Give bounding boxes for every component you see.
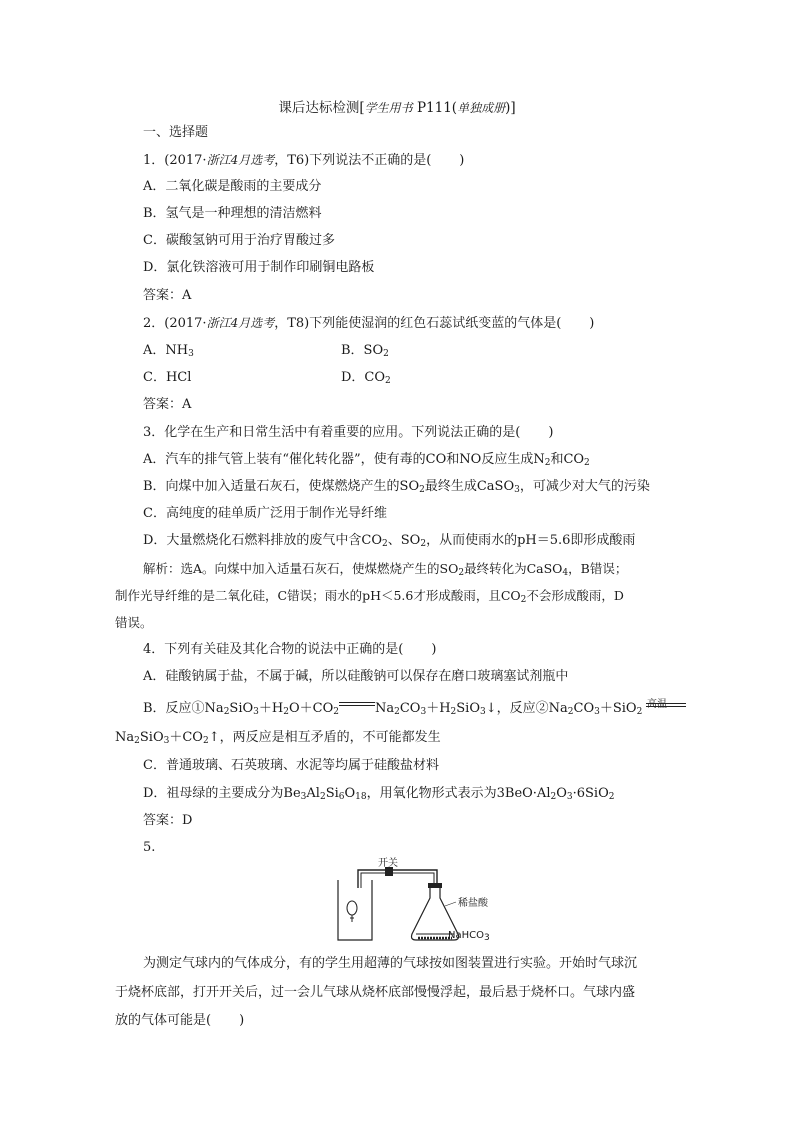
q4-b1-s7: 2 bbox=[450, 707, 457, 717]
q4-answer: 答案：D bbox=[143, 813, 193, 828]
salt-label-sub: 3 bbox=[483, 933, 490, 943]
q4-b2-c: ＋CO bbox=[169, 730, 203, 745]
q4-option-b-line2 bbox=[115, 729, 441, 747]
q3-a-sub2: 2 bbox=[584, 458, 590, 468]
q4-b2-a: Na bbox=[115, 730, 135, 745]
q4-b2-d: ↑，两反应是相互矛盾的，不可能都发生 bbox=[208, 730, 441, 745]
q4-b1-k: ＋SiO bbox=[599, 701, 637, 716]
q3-d-3: ，从而使雨水的pH＝5.6即形成酸雨 bbox=[426, 533, 636, 548]
q1-stem-b: ，T6)下列说法不正确的是( bbox=[274, 153, 432, 168]
q3-b-sub1: 2 bbox=[419, 485, 425, 495]
q2-stem bbox=[143, 314, 594, 333]
q4-b2-s3: 2 bbox=[202, 736, 209, 746]
high-temp-equals-sign bbox=[646, 700, 686, 710]
q2-option-d bbox=[341, 369, 391, 387]
q3-a-1: A．汽车的排气管上装有“催化转化器”，使有毒的CO和NO反应生成N bbox=[143, 452, 545, 467]
q4-b1-s4: 2 bbox=[333, 707, 339, 717]
title-end: )] bbox=[505, 100, 516, 116]
switch-label: 开关 bbox=[378, 858, 398, 869]
title-main: 课后达标检测[ bbox=[278, 100, 365, 116]
q1-source: 浙江4月选考 bbox=[206, 153, 275, 167]
q3-a-2: 和CO bbox=[550, 452, 585, 467]
q4-d-a: D．祖母绿的主要成分为Be bbox=[143, 786, 301, 801]
q4-d-s3: 6 bbox=[338, 792, 345, 802]
q1-option-d: D．氯化铁溶液可用于制作印刷铜电路板 bbox=[143, 260, 375, 275]
q4-b2-b: SiO bbox=[139, 730, 164, 745]
acid-pointer bbox=[445, 902, 456, 906]
q4-b2-s2: 3 bbox=[163, 736, 170, 746]
q4-d-g: ·6SiO bbox=[572, 786, 609, 801]
q3-option-a bbox=[143, 451, 590, 469]
q4-b1-s1: 2 bbox=[223, 707, 230, 717]
q4-b1-j: CO bbox=[573, 701, 595, 716]
q3-analysis-3: 错误。 bbox=[115, 615, 153, 630]
q2-option-a-text: A．NH bbox=[143, 343, 189, 358]
q3-b-3: ，可减少对大气的污染 bbox=[519, 479, 650, 494]
apparatus-diagram bbox=[330, 858, 490, 948]
q4-b1-s8: 3 bbox=[480, 707, 486, 717]
q2-option-c: C．HCl bbox=[143, 370, 192, 385]
q4-d-s5: 2 bbox=[550, 792, 557, 802]
section-heading: 一、选择题 bbox=[143, 125, 209, 140]
q3-an2-sub1: 2 bbox=[520, 595, 527, 605]
q3-b-2: 最终生成CaSO bbox=[424, 479, 515, 494]
q2-option-b-sub: 2 bbox=[383, 349, 389, 359]
q4-d-f: O bbox=[556, 786, 567, 801]
q3-analysis-2 bbox=[115, 587, 624, 605]
flask-stopper bbox=[428, 883, 442, 888]
q3-an2-2: 不会形成酸雨，D bbox=[526, 588, 624, 603]
q4-b1-c: ＋H bbox=[258, 701, 284, 716]
q2-stem-b: ，T8)下列能使湿润的红色石蕊试纸变蓝的气体是( bbox=[274, 316, 562, 331]
balloon-shape bbox=[347, 901, 357, 915]
q3-stem-c: ) bbox=[548, 425, 554, 440]
q3-a-sub1: 2 bbox=[544, 458, 551, 468]
q3-stem-text: 3．化学在生产和日常生活中有着重要的应用。下列说法正确的是( bbox=[143, 425, 521, 440]
q4-d-d: O bbox=[344, 786, 356, 801]
acid-label: 稀盐酸 bbox=[458, 898, 488, 909]
q3-an1-3: ，B错误； bbox=[568, 561, 628, 576]
q2-stem-a: 2．(2017· bbox=[143, 316, 207, 331]
equals-sign bbox=[339, 700, 375, 710]
q4-b1-b: SiO bbox=[229, 701, 254, 716]
salt-label bbox=[448, 930, 490, 941]
q4-d-b: Al bbox=[306, 786, 320, 801]
q1-stem bbox=[143, 151, 464, 170]
q3-d-sub1: 2 bbox=[382, 539, 388, 549]
q5-text-3c: ) bbox=[239, 1013, 245, 1028]
q4-b1-s2: 3 bbox=[253, 707, 259, 717]
q4-b1-s6: 3 bbox=[420, 707, 427, 717]
q5-text-3 bbox=[115, 1012, 244, 1030]
q4-d-c: Si bbox=[325, 786, 339, 801]
q1-option-c: C．碳酸氢钠可用于治疗胃酸过多 bbox=[143, 233, 335, 248]
q3-d-2: 、SO bbox=[387, 533, 421, 548]
q3-an1-sub1: 2 bbox=[458, 568, 465, 578]
q4-d-s2: 2 bbox=[319, 792, 326, 802]
q4-option-b-line1 bbox=[143, 700, 686, 718]
q1-stem-a: 1．(2017· bbox=[143, 153, 207, 168]
q4-b1-i: ↓，反应②Na bbox=[485, 701, 568, 716]
q4-stem-text: 4．下列有关硅及其化合物的说法中正确的是( bbox=[143, 642, 404, 657]
q4-b1-a: B．反应①Na bbox=[143, 701, 224, 716]
q2-option-d-text: D．CO bbox=[341, 370, 386, 385]
q2-option-b bbox=[341, 342, 389, 360]
q4-b2-s1: 2 bbox=[134, 736, 140, 746]
page-title bbox=[0, 96, 794, 116]
q4-b1-s5: 2 bbox=[394, 707, 400, 717]
q5-text-1: 为测定气球内的气体成分，有的学生用超薄的气球按如图装置进行实验。开始时气球沉 bbox=[143, 956, 638, 971]
title-italic2: 单独成册 bbox=[457, 101, 506, 115]
q1-option-a: A．二氧化碳是酸雨的主要成分 bbox=[143, 179, 322, 194]
q3-an1-1: 解析：选A。向煤中加入适量石灰石，使煤燃烧产生的SO bbox=[143, 561, 459, 576]
q4-b1-e: Na bbox=[374, 701, 395, 716]
q4-b1-f: CO bbox=[399, 701, 421, 716]
q4-d-s4: 18 bbox=[355, 792, 367, 802]
q2-option-a-sub: 3 bbox=[188, 349, 194, 359]
q1-answer: 答案：A bbox=[143, 288, 192, 303]
title-page: P111( bbox=[412, 100, 458, 116]
q4-stem-c: ) bbox=[431, 642, 437, 657]
q2-option-a bbox=[143, 342, 194, 360]
balloon-string bbox=[350, 915, 354, 922]
q1-option-b: B．氢气是一种理想的清洁燃料 bbox=[143, 206, 322, 221]
q2-stem-c: ) bbox=[589, 316, 595, 331]
q5-text-2: 于烧杯底部，打开开关后，过一会儿气球从烧杯底部慢慢浮起，最后悬于烧杯口。气球内盛 bbox=[115, 985, 636, 1000]
q4-b1-h: SiO bbox=[456, 701, 480, 716]
q3-option-b bbox=[143, 478, 650, 496]
q4-stem bbox=[143, 641, 436, 659]
q3-analysis-1 bbox=[143, 560, 627, 578]
q3-b-sub2: 3 bbox=[514, 485, 520, 495]
q4-b1-g: ＋H bbox=[426, 701, 451, 716]
q2-option-b-text: B．SO bbox=[341, 343, 384, 358]
q3-option-c: C．高纯度的硅单质广泛用于制作光导纤维 bbox=[143, 506, 387, 521]
title-italic: 学生用书 bbox=[364, 101, 413, 115]
q4-b1-s11: 2 bbox=[636, 707, 643, 717]
q2-option-d-sub: 2 bbox=[385, 376, 391, 386]
salt-label-text: NaHCO bbox=[448, 930, 484, 941]
q4-b1-s10: 3 bbox=[594, 707, 600, 717]
q1-stem-c: ) bbox=[459, 153, 465, 168]
q3-d-sub2: 2 bbox=[420, 539, 427, 549]
q3-option-d bbox=[143, 532, 635, 550]
q4-option-a: A．硅酸钠属于盐，不属于碱，所以硅酸钠可以保存在磨口玻璃塞试剂瓶中 bbox=[143, 669, 569, 684]
q5-text-3a: 放的气体可能是( bbox=[115, 1013, 212, 1028]
q2-source: 浙江4月选考 bbox=[206, 316, 275, 330]
q3-stem bbox=[143, 424, 553, 442]
q4-option-d bbox=[143, 785, 614, 803]
q3-an2-1: 制作光导纤维的是二氧化硅，C错误；雨水的pH＜5.6才形成酸雨，且CO bbox=[115, 588, 521, 603]
q5-number: 5. bbox=[143, 840, 156, 855]
q3-b-1: B．向煤中加入适量石灰石，使煤燃烧产生的SO bbox=[143, 479, 420, 494]
beaker-shape bbox=[338, 880, 372, 940]
q4-option-c: C．普通玻璃、石英玻璃、水泥等均属于硅酸盐材料 bbox=[143, 758, 439, 773]
q3-d-1: D．大量燃烧化石燃料排放的废气中含CO bbox=[143, 533, 383, 548]
q4-b1-s3: 2 bbox=[283, 707, 289, 717]
q2-answer: 答案：A bbox=[143, 397, 192, 412]
q3-an1-sub2: 4 bbox=[562, 568, 569, 578]
q4-b1-d: O＋CO bbox=[288, 701, 334, 716]
q4-d-s7: 2 bbox=[608, 792, 615, 802]
q4-condition-label: 高温 bbox=[647, 699, 667, 710]
q3-an1-2: 最终转化为CaSO bbox=[464, 561, 563, 576]
q4-d-e: ，用氧化物形式表示为3BeO·Al bbox=[366, 786, 551, 801]
q4-d-s1: 3 bbox=[300, 792, 307, 802]
q4-b1-s9: 2 bbox=[567, 707, 574, 717]
q4-d-s6: 3 bbox=[566, 792, 573, 802]
